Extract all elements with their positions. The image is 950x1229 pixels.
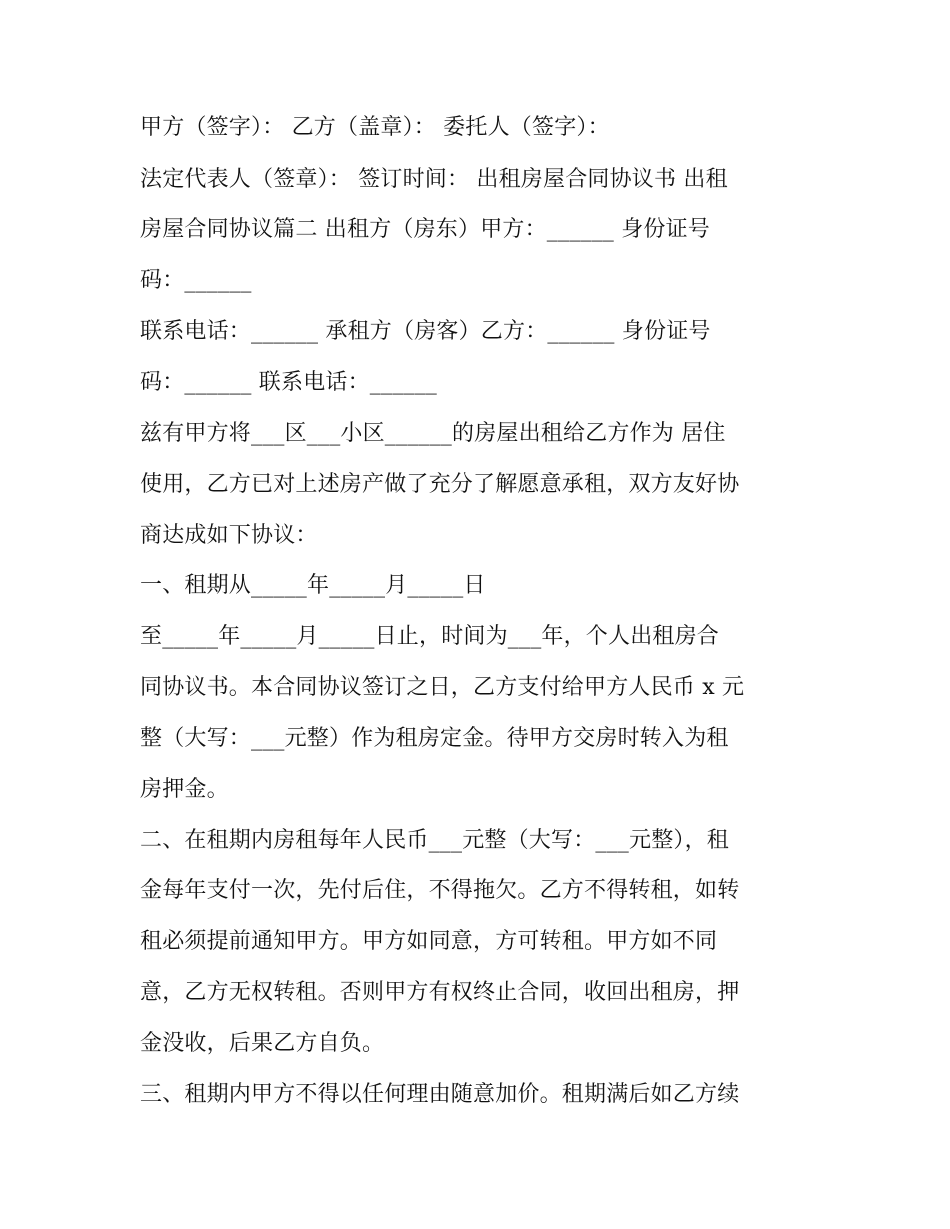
text-line: 商达成如下协议： xyxy=(140,523,318,548)
text-line: 使用，乙方已对上述房产做了充分了解愿意承租，双方友好协 xyxy=(140,472,740,497)
text-line: 房屋合同协议篇二 出租方（房东）甲方：______ 身份证号 xyxy=(140,217,710,242)
clause-1-line: 一、租期从_____年_____月_____日 xyxy=(140,573,486,598)
clause-2-line: 二、在租期内房租每年人民币___元整（大写：___元整），租 xyxy=(140,828,730,853)
text-line: 至_____年_____月_____日止，时间为___年，个人出租房合 xyxy=(140,624,720,649)
text-line: 租必须提前通知甲方。甲方如同意，方可转租。甲方如不同 xyxy=(140,929,718,954)
text-line: 码：______ xyxy=(140,268,252,293)
clause-3-line: 三、租期内甲方不得以任何理由随意加价。租期满后如乙方续 xyxy=(140,1082,740,1107)
text-line: 联系电话：______ 承租方（房客）乙方：______ 身份证号 xyxy=(140,319,711,344)
signature-line: 甲方（签字）： 乙方（盖章）： 委托人（签字）： xyxy=(140,115,610,140)
text-line: 金每年支付一次，先付后住，不得拖欠。乙方不得转租，如转 xyxy=(140,878,740,903)
text-line: 整（大写：___元整）作为租房定金。待甲方交房时转入为租 xyxy=(140,726,729,751)
text-line: 同协议书。本合同协议签订之日，乙方支付给甲方人民币 x 元 xyxy=(140,675,745,700)
text-line: 码：______ 联系电话：______ xyxy=(140,370,437,395)
text-line: 房押金。 xyxy=(140,777,229,802)
text-line: 法定代表人（签章）： 签订时间： 出租房屋合同协议书 出租 xyxy=(140,167,728,192)
text-line: 兹有甲方将___区___小区______的房屋出租给乙方作为 居住 xyxy=(140,421,726,446)
text-line: 金没收，后果乙方自负。 xyxy=(140,1031,385,1056)
text-line: 意，乙方无权转租。否则甲方有权终止合同，收回出租房，押 xyxy=(140,980,740,1005)
